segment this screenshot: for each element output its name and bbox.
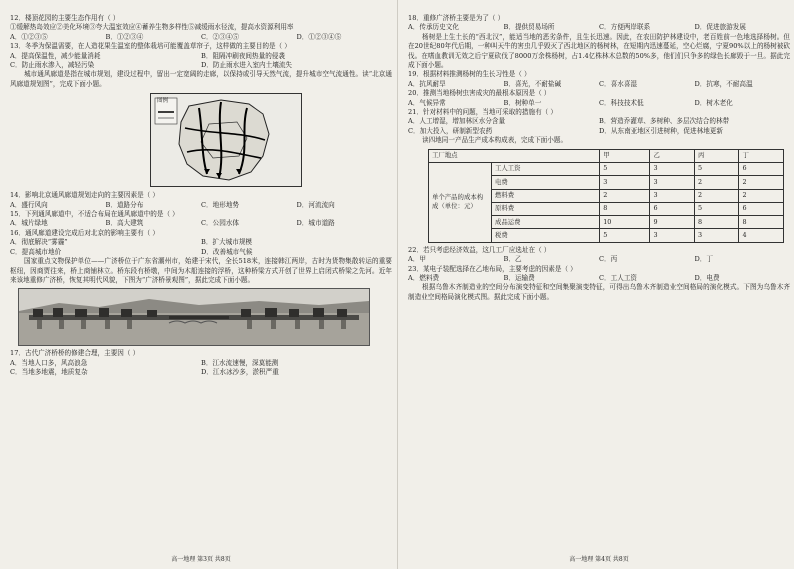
q20-options xyxy=(408,99,790,108)
q12-options xyxy=(10,33,392,42)
q18-stem: 18．重修广济桥主要是为了（ ） xyxy=(408,14,505,22)
q12-option-b: B．①②③④ xyxy=(105,32,144,41)
q14-stem: 14．影响北京通风廊道规划走向的主要因素是（ ） xyxy=(10,191,159,200)
q14-option-a: A．盛行风向 xyxy=(10,200,48,209)
q15-option-c: C．公园水体 xyxy=(201,219,240,228)
cell: 10 xyxy=(600,216,650,229)
cell: 6 xyxy=(650,202,694,215)
q19-option-b: B．喜光，不耐盐碱 xyxy=(503,79,562,88)
page-3-footer: 高一地理 第3页 共8页 xyxy=(171,555,231,563)
q22-options xyxy=(408,255,790,264)
q17-intro: 国家重点文物保护单位——广济桥位于广东省潮州市，始建于宋代，全长518米，连接韩江两岸，古时为货物集散转运的重要枢纽，因商贾往来，桥上商铺林立。桥东段有桥墩，中间为木船连接的浮桥，这种桥梁方式开创了世界上启闭式桥梁之先河。近年来该地重修广济桥，恢复其明代风貌，下图为“广济桥景观图”，据此完成下面小题。 xyxy=(10,257,392,284)
cell: 3 xyxy=(650,162,694,175)
q15-option-a: A．城片绿地 xyxy=(10,219,48,228)
beijing-ventilation-map xyxy=(150,93,302,187)
cost-table-group-label: 单个产品的成本构成（单位：元） xyxy=(429,162,492,242)
page-fold xyxy=(397,0,398,569)
q18-option-c: C．方便两岸联系 xyxy=(599,23,651,32)
row-label: 燃料费 xyxy=(492,189,600,202)
q12-option-d: D．①②③④⑤ xyxy=(296,32,342,41)
q14-option-b: B．道路分布 xyxy=(105,200,144,209)
row-label: 电费 xyxy=(492,176,600,189)
q17-stem: 17．古代广济桥桥的修建合理，主要因（ ） xyxy=(10,349,140,358)
q12-option-c: C．②③④⑤ xyxy=(201,32,240,41)
cell: 2 xyxy=(694,189,738,202)
q19-option-d: D．抗寒，不耐高温 xyxy=(694,79,753,88)
q22-option-b: B．乙 xyxy=(503,255,522,264)
q13-option-a: A．提高保温性，减少能量消耗 xyxy=(10,51,101,60)
q20-option-b: B．树种单一 xyxy=(503,98,542,107)
q16-options-1 xyxy=(10,238,392,247)
q16-option-c: C．提高城市地价 xyxy=(10,247,62,256)
q14-option-c: C．地形地势 xyxy=(201,200,240,209)
row-label: 税费 xyxy=(492,229,600,242)
cell: 8 xyxy=(600,202,650,215)
cell: 8 xyxy=(694,216,738,229)
q17-option-d: D．江水冰沙多，淤积严重 xyxy=(201,368,279,377)
q19-stem: 19．根据材料推测杨树的生长习性是（ ） xyxy=(408,70,531,79)
cell: 5 xyxy=(694,202,738,215)
q24-intro: 根据乌鲁木齐制造业的空间分布演变特征和空间集聚演变特征，可得出乌鲁木齐制造业空间格局的演化模式。下图为乌鲁木齐制造业空间格局演化模式图。据此完成下面小题。 xyxy=(408,283,790,301)
page-3 xyxy=(10,14,392,563)
row-label: 成品运费 xyxy=(492,216,600,229)
q18-options xyxy=(408,23,790,32)
cell: 2 xyxy=(600,189,650,202)
q12-option-a: A．①②③⑤ xyxy=(10,32,48,41)
row-label: 原料费 xyxy=(492,202,600,215)
q19-option-a: A．抗风耐旱 xyxy=(408,79,446,88)
q12-items: ①缓解热岛效应②美化环境③夸大温室效应④蓄养生物多样性⑤减缓雨水径流，提高水资源利用率 xyxy=(10,23,294,32)
cell: 2 xyxy=(739,176,784,189)
q22-option-c: C．丙 xyxy=(599,255,618,264)
q23-options xyxy=(408,274,790,283)
q13-stem: 13．冬季为保温需要，在人造花果生温室的整体栽培可能覆盖草帘子，这样做的主要目的是（ ） xyxy=(10,42,291,51)
cell: 3 xyxy=(694,229,738,242)
cell: 2 xyxy=(739,189,784,202)
cell: 3 xyxy=(650,229,694,242)
q19-option-c: C．喜水喜湿 xyxy=(599,79,638,88)
q16-option-a: A．彻底解决“雾霾” xyxy=(10,238,68,247)
row-label: 工人工资 xyxy=(492,162,600,175)
q17-options-2 xyxy=(10,368,392,377)
q15-options xyxy=(10,219,392,228)
cost-table-header-jia: 甲 xyxy=(600,149,650,162)
q22-option-a: A．甲 xyxy=(408,255,426,264)
cell: 5 xyxy=(694,162,738,175)
q23-stem: 23．某电子装配选择在乙地布局，主要考虑的因素是（ ） xyxy=(408,264,577,273)
q14-option-d: D．河流流向 xyxy=(296,200,335,209)
q15-stem: 15．下列通风廊道中，不适合布局在通风廊道中的是（ ） xyxy=(10,210,179,219)
q16-option-d: D．改善城市气候 xyxy=(201,247,253,256)
map-graphic xyxy=(151,94,301,186)
cell: 8 xyxy=(739,216,784,229)
q19-options xyxy=(408,80,790,89)
bridge-photo-graphic xyxy=(19,289,369,345)
map-legend-label: 图例 xyxy=(157,98,169,105)
q13-option-d: D．防止雨水进入室内土壤流失 xyxy=(201,61,293,70)
q20-option-d: D．树木老化 xyxy=(694,98,733,107)
cell: 6 xyxy=(739,202,784,215)
q15-option-d: D．城市道路 xyxy=(296,219,335,228)
q12-stem: 12．楼顶花园的主要生态作用有（ ） xyxy=(10,14,120,22)
q17-option-c: C．当地多地震，地质复杂 xyxy=(10,368,88,377)
q20-stem: 20．推测当地杨树虫害成灾的最根本原因是（ ） xyxy=(408,89,551,98)
cost-table-header-yi: 乙 xyxy=(650,149,694,162)
q21-option-c: C．加大投入，研制新型农药 xyxy=(408,126,493,135)
q22-stem: 22．若只考虑经济效益，这几工厂应选址在（ ） xyxy=(408,245,551,254)
q18-option-d: D．促进旅游发展 xyxy=(694,23,746,32)
page-4-footer: 高一地理 第4页 共8页 xyxy=(569,555,629,563)
q17-option-a: A．当地人口多，风高浪急 xyxy=(10,358,88,367)
q21-options-2 xyxy=(408,127,790,136)
q23-option-b: B．运输费 xyxy=(503,273,535,282)
cell: 2 xyxy=(694,176,738,189)
q13-option-c: C．防止雨水渗入，减轻污染 xyxy=(10,61,95,70)
q16-options-2 xyxy=(10,248,392,257)
q21-option-d: D．从东南亚地区引进树种，促进林地更新 xyxy=(599,126,723,135)
q13-options-1 xyxy=(10,52,392,61)
table-row xyxy=(429,162,784,175)
q17-option-b: B．江水流速慢，深莫能测 xyxy=(201,358,279,367)
q18-option-b: B．提供贸易场所 xyxy=(503,23,555,32)
q19-intro: 杨树是上生土长的“西北汉”，能适当地的恶劣条件，且生长迅速。因此，在农田防护林建设中，老百姓前一色地选择杨树。但在20世纪80年代后期，一种叫天牛的害虫几乎毁灭了西北地区的杨树林，在短期内迅速蔓延，空心烂腐，宁夏90%以上的杨树被砍伐。在嗜血教训无效之后宁夏砍伐了8000万余株杨树，占1.4亿株林木总数的50%多，他们们只争多的绿色长廊毁于一旦。据此完成下面小题。 xyxy=(408,32,790,70)
cell: 3 xyxy=(650,189,694,202)
q18-option-a: A．传承历史文化 xyxy=(408,23,459,32)
cell: 4 xyxy=(739,229,784,242)
q15-option-b: B．高大建筑 xyxy=(105,219,144,228)
q20-option-a: A．气候异常 xyxy=(408,98,446,107)
cell: 5 xyxy=(600,229,650,242)
q16-option-b: B．扩大城市规模 xyxy=(201,238,253,247)
q21-options-1 xyxy=(408,117,790,126)
page-4 xyxy=(408,14,790,563)
cost-table-header-bing: 丙 xyxy=(694,149,738,162)
q14-intro: 城市通风廊道是指在城市规划，建设过程中，留出一定宽阔的走廊，以保持或引导天然气流，提升城市空气流通性。读“北京通风廊道规划图”，完成下面小题。 xyxy=(10,70,392,88)
q21-option-b: B．营造乔灌草、多树种、多层次结合的林带 xyxy=(599,117,730,126)
q14-options xyxy=(10,201,392,210)
cell: 5 xyxy=(600,162,650,175)
cell: 3 xyxy=(650,176,694,189)
cost-table-header xyxy=(429,149,784,162)
q23-option-d: D．电费 xyxy=(694,273,720,282)
cell: 3 xyxy=(600,176,650,189)
q17-options-1 xyxy=(10,359,392,368)
cell: 6 xyxy=(739,162,784,175)
q23-option-a: A．燃料费 xyxy=(408,273,440,282)
guangji-bridge-photo xyxy=(18,288,370,346)
cell: 9 xyxy=(650,216,694,229)
q20-option-c: C．科技技术低 xyxy=(599,98,644,107)
q23-option-c: C．工人工资 xyxy=(599,273,638,282)
q21-option-a: A．人工增湿，增加林区水分含量 xyxy=(408,117,506,126)
q22-intro: 读四地同一产品生产成本构成表，完成下面小题。 xyxy=(422,136,568,145)
cost-table-header-ding: 丁 xyxy=(739,149,784,162)
q13-option-b: B．阻隔冲刷夜间热量的侵袭 xyxy=(201,51,285,60)
cost-table xyxy=(428,149,784,243)
q22-option-d: D．丁 xyxy=(694,255,713,264)
q21-stem: 21．针对材料中的问题，当地可采取的措施有（ ） xyxy=(408,108,557,117)
q16-stem: 16．通风廊道建设完成后对北京的影响主要有（ ） xyxy=(10,228,159,237)
cost-table-header-site: 工厂地点 xyxy=(429,149,600,162)
